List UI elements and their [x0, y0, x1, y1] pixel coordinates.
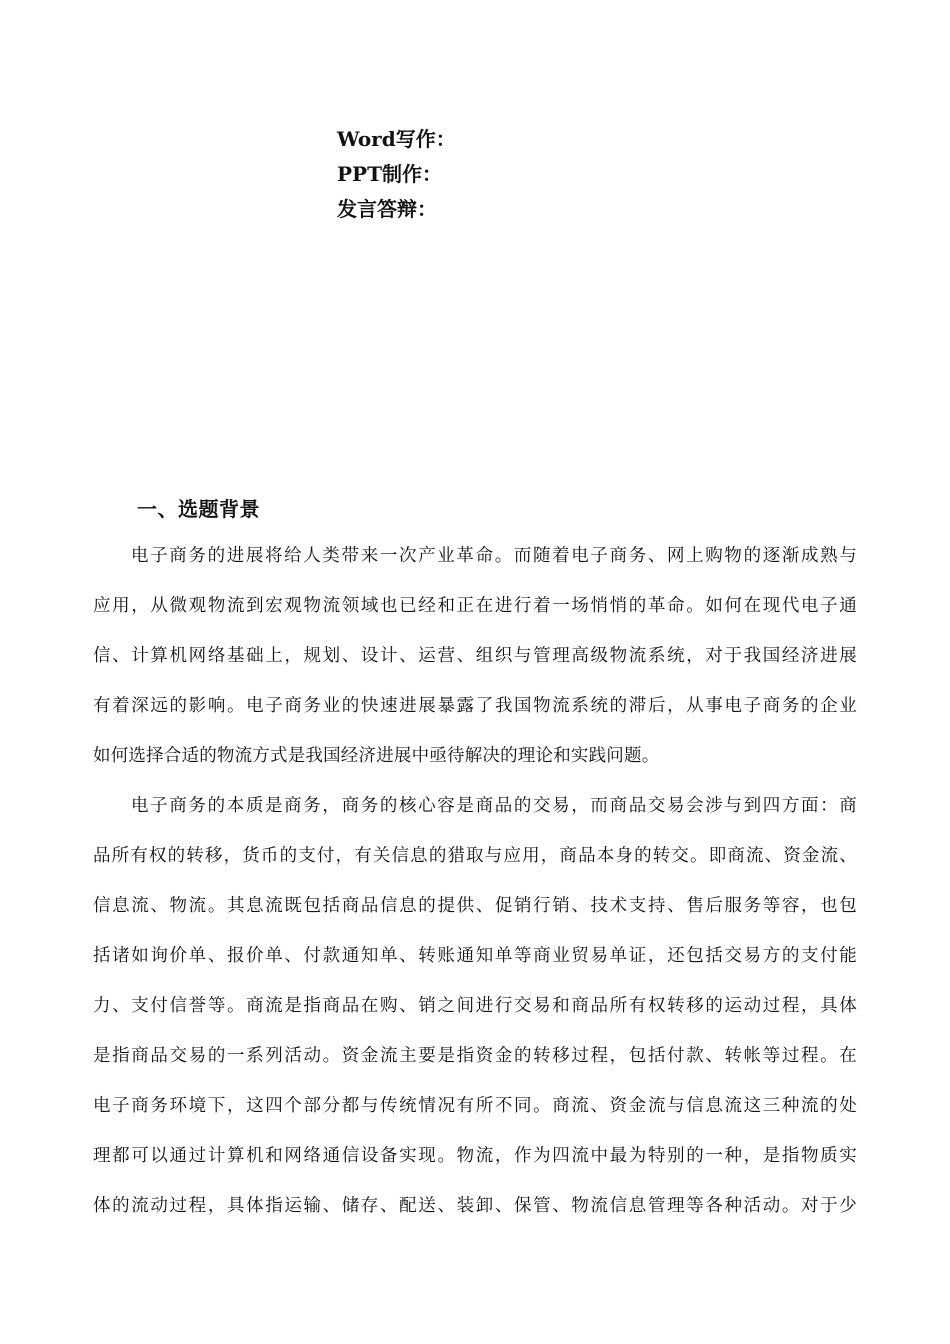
paragraph-2-line: 电子商务的本质是商务，商务的核心容是商品的交易，而商品交易会涉与到四方面：商: [131, 796, 857, 816]
paragraph-1-line: 信、计算机网络基础上，规划、设计、运营、组织与管理高级物流系统，对于我国经济进展: [93, 646, 857, 666]
paragraph-1-line: 应用，从微观物流到宏观物流领域也已经和正在进行着一场悄悄的革命。如何在现代电子通: [93, 596, 857, 616]
paragraph-2-line: 品所有权的转移，货币的支付，有关信息的猎取与应用，商品本身的转交。即商流、资金流、: [93, 846, 857, 866]
paragraph-2-line: 理都可以通过计算机和网络通信设备实现。物流，作为四流中最为特别的一种，是指物质实: [93, 1146, 857, 1166]
role-presentation-defense: 发言答辩：: [337, 197, 437, 221]
paragraph-2-line: 力、支付信誉等。商流是指商品在购、销之间进行交易和商品所有权转移的运动过程，具体: [93, 996, 857, 1016]
role-ppt-making: PPT制作：: [337, 162, 442, 186]
role-word-writing: Word写作：: [337, 127, 456, 151]
paragraph-2-line: 电子商务环境下，这四个部分都与传统情况有所不同。商流、资金流与信息流这三种流的处: [93, 1096, 857, 1116]
role-assignment-list: [337, 122, 456, 227]
section-title: 一、选题背景: [137, 497, 260, 521]
body-text: [93, 540, 857, 1240]
paragraph-2-line: 是指商品交易的一系列活动。资金流主要是指资金的转移过程，包括付款、转帐等过程。在: [93, 1046, 857, 1066]
paragraph-2-line: 信息流、物流。其息流既包括商品信息的提供、促销行销、技术支持、售后服务等容，也包: [93, 896, 857, 916]
paragraph-2-line: 括诸如询价单、报价单、付款通知单、转账通知单等商业贸易单证，还包括交易方的支付能: [93, 946, 857, 966]
paragraph-1-line: 有着深远的影响。电子商务业的快速进展暴露了我国物流系统的滞后，从事电子商务的企业: [93, 696, 857, 716]
paragraph-2-line: 体的流动过程，具体指运输、储存、配送、装卸、保管、物流信息管理等各种活动。对于少: [93, 1196, 857, 1216]
paragraph-1-line: 如何选择合适的物流方式是我国经济进展中亟待解决的理论和实践问题。: [93, 746, 660, 766]
paragraph-1-line: 电子商务的进展将给人类带来一次产业革命。而随着电子商务、网上购物的逐渐成熟与: [131, 546, 857, 566]
